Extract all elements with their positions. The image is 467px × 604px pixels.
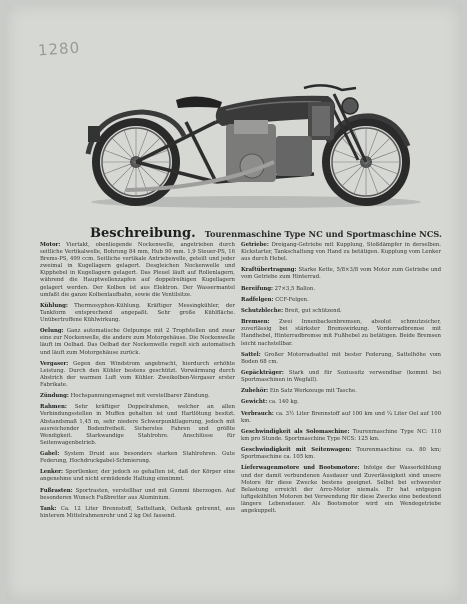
spec-entry — [241, 447, 441, 461]
spec-entry — [241, 297, 441, 304]
spec-entry — [40, 404, 235, 447]
brochure-page — [6, 4, 461, 600]
spec-entry — [40, 242, 235, 299]
spec-term: Getriebe: — [241, 242, 269, 248]
spec-entry — [40, 328, 235, 356]
spec-term: Schutzbleche: — [241, 308, 284, 315]
spec-text: Ein Satz Werkzeuge mit Tasche. — [269, 388, 357, 395]
spec-text: Sehr kräftiger Doppelrahmen, welcher an allen Verbindungsstellen in Muffen gehalten ist und Hartlötung besitzt. Abstandsmaß 1,45 m, sehr niedere Schwerpunktlagerung, jedoch mit ausreichender Bodenfreiheit. Sicherstes Fahren und größte Wendigkeit. Starkwandige Stahlrohre. Anschlüsse für Seitenwagenbetrieb. — [40, 404, 236, 446]
spec-text: Thermosyphon-Kühlung. Kräftiger Messingkühler, der Tankform entsprechend angepaßt. Sehr große Kühlfläche. Unübertroffene Kühlwirkung. — [40, 302, 235, 324]
spec-entry — [241, 465, 441, 515]
spec-term: Zubehör: — [241, 388, 269, 395]
spec-entry — [40, 451, 235, 465]
spec-text: Breit, gut schützend. — [284, 308, 342, 315]
spec-text: 27×3,5 Ballon. — [274, 285, 316, 292]
spec-entry — [40, 303, 235, 324]
spec-column-left — [40, 242, 235, 524]
spec-term: Tank: — [40, 505, 57, 512]
spec-text: Stark und für Soziussitz verwendbar (kommt bei Sportmaschinen in Wegfall). — [241, 369, 441, 384]
spec-text: ca. 140 kg. — [268, 399, 299, 406]
spec-text: Hochspannungsmagnet mit verstellbarer Zündung. — [70, 393, 210, 400]
spec-term: Motor: — [40, 242, 61, 248]
spec-entry — [241, 308, 441, 315]
spec-entry — [241, 429, 441, 443]
spec-entry — [241, 286, 441, 293]
spec-term: Bremsen: — [241, 319, 270, 326]
spec-term: Bereifung: — [241, 285, 273, 292]
spec-term: Gewicht: — [241, 399, 268, 406]
spec-text: Dreigang-Getriebe mit Kupplung, Stoßdämpfer in derselben. Kickstarter, Tankschaltung von Hand zu betätigen. Kupplung vom Lenker aus durch Hebel. — [241, 242, 441, 263]
spec-entry — [40, 488, 235, 502]
spec-entry — [241, 267, 441, 281]
spec-term: Geschwindigkeit als Solomaschine: — [241, 428, 350, 435]
spec-text: Infolge der Wasserkühlung und der damit verbundenen Ausdauer und Zuverlässigkeit sind unsere Motore für diese Zwecke bestens geeignet. Selbst bei schwerster Belastung erreicht der Arro-Motor niemals. Er hat entgegen luftgekühlten Motoren bei Verwendung für diese Zwecke eine bedeutend längere Lebensdauer. Als Bootsmotor wird ein Wendegetriebe angekuppelt. — [241, 465, 442, 515]
spec-term: Oelung: — [40, 328, 64, 335]
spec-term: Geschwindigkeit mit Seitenwagen: — [241, 447, 352, 454]
spec-term: Gepäckträger: — [241, 369, 284, 376]
spec-term: Kühlung: — [40, 302, 68, 309]
spec-term: Rahmen: — [40, 404, 67, 411]
spec-term: Sattel: — [241, 351, 261, 358]
spec-text: Gegen den Windstrom angebracht, hierdurch erhöhte Leistung. Durch den Kühler bestens geschützt. Vorwärmung durch Abstrich der warmen Luft vom Kühler. Zweikolben-Vergaser erster Fabrikate. — [40, 360, 235, 388]
spec-text: System Druid aus besonders starken Stahlrohren. Gute Federung, Hochdruckgabel-Schmierung. — [40, 451, 236, 465]
spec-entry — [241, 242, 441, 263]
spec-entry — [40, 506, 235, 520]
spec-text: Sportlenker, der jedoch so gehalten ist, daß der Körper eine angenehme und nicht ermüdende Haltung einnimmt. — [40, 469, 235, 483]
spec-text: Zwei Innenbackenbremsen, absolut schmutzsicher, zuverlässig bei stärkster Bremswirkung. Vorderradbremse mit Handhebel, Hinterradbremse mit Fußhebel zu betätigen. Beide Bremsen leicht nachstellbar. — [241, 319, 441, 347]
spec-text: Tourenmaschine Type NC: 110 km pro Stunde. Sportmaschine Type NCS: 125 km. — [241, 428, 441, 442]
page-heading — [90, 222, 450, 241]
spec-text: Sportrasten, verstellbar und mit Gummi überzogen. Auf besonderen Wunsch Fußbretter aus Aluminium. — [40, 487, 235, 501]
spec-term: Gabel: — [40, 451, 60, 457]
pencil-note: 1280 — [37, 38, 81, 60]
spec-text: Ganz automatische Oelpumpe mit 2 Tropfstellen und zwar eine zur Nockenwelle, die andere zum Motorgehäuse. Die Nockenwelle läuft im Oelbad. Das Oelbad der Nockenwelle regelt sich automatisch und läuft zum Motorgehäuse zurück. — [40, 328, 236, 356]
spec-entry — [40, 469, 235, 483]
heading-title: Beschreibung. — [90, 226, 196, 241]
spec-text: ca. 3½ Liter Brennstoff auf 100 km und ¼ Liter Oel auf 100 km. — [241, 410, 441, 424]
spec-term: Verbrauch: — [241, 410, 274, 417]
spec-entry — [241, 370, 441, 384]
spec-term: Zündung: — [40, 393, 69, 400]
heading-subtitle: Tourenmaschine Type NC und Sportmaschine NCS. — [204, 229, 442, 239]
spec-entry — [241, 411, 441, 425]
spec-column-right — [241, 242, 441, 519]
spec-term: Lenker: — [40, 469, 63, 476]
spec-entry — [241, 352, 441, 366]
spec-entry — [241, 388, 441, 395]
spec-term: Kraftübertragung: — [241, 267, 297, 274]
spec-term: Fußrasten: — [40, 487, 73, 494]
spec-text: Großer Motorradsattel mit bester Federung, Sattelhöhe vom Boden 68 cm. — [241, 351, 442, 365]
spec-term: Radfelgen: — [241, 296, 274, 303]
spec-text: CCF-Felgen. — [275, 296, 309, 303]
spec-entry — [40, 361, 235, 389]
spec-term: Lieferwagenmotore und Bootsmotore: — [241, 465, 360, 472]
spec-entry — [241, 399, 441, 406]
spec-text: Ca. 12 Liter Brennstoff, Satteltank, Oeltank getrennt, aus hinterem Mittelrahmenrohr und 2 kg Oel fassend. — [40, 505, 235, 519]
spec-text: Tourenmaschine ca. 80 km; Sportmaschine ca. 105 km. — [241, 447, 442, 461]
spec-entry — [40, 393, 235, 400]
spec-entry — [241, 319, 441, 347]
spec-text: Starke Kette, 5/8×3/8 vom Motor zum Getriebe und vom Getriebe zum Hinterrad. — [241, 267, 442, 281]
spec-text: Viertakt, obenliegende Nockenwelle, angetrieben durch seitliche Vertikalwelle, Bohrung 84 mm, Hub 90 mm. 1,9 Steuer-PS, 16 Brems-PS, 499 ccm. Seitliche vertikale Antriebswelle, geteilt und jeder zweimal in Kugellagern gelagert. Desgleichen Nockenwelle und Kipphebel in Kugellagern gelagert. Das Pleuel läuft auf Rollenlagern, während die Hauptwellenzapfen auf doppelreihigen Kugellagern gelagert werden. Der Kolben ist aus Elektron. Der Wassermantel umfaßt die ganze Kolbenlaufbahn, sowie die Ventilsitze. — [40, 242, 235, 298]
spec-term: Vergaser: — [40, 360, 69, 367]
motorcycle-photo — [66, 62, 436, 212]
